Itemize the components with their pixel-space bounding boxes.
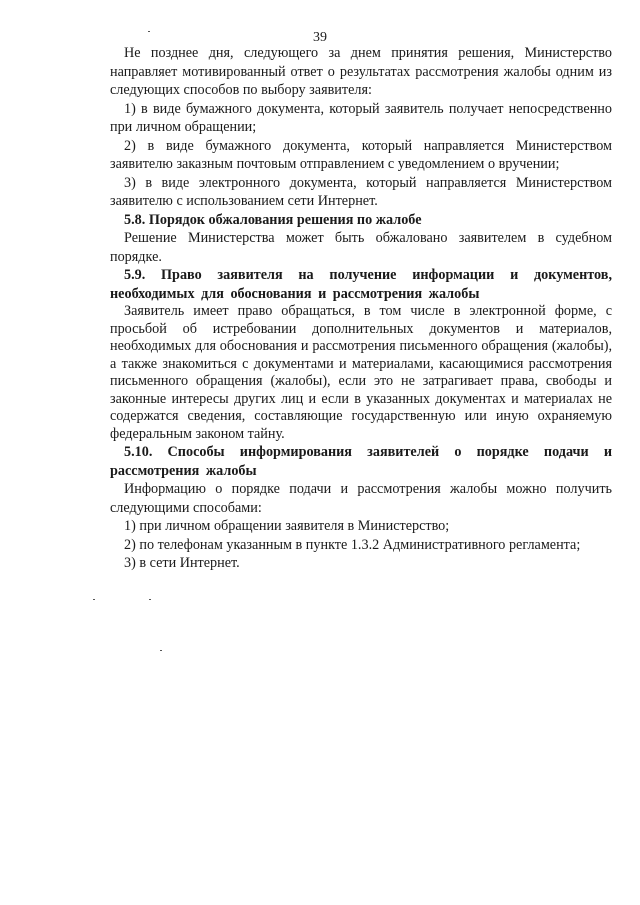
scan-speck — [149, 599, 151, 600]
section-heading-5-9: 5.9. Право заявителя на получение информации и документов, необходимых для обоснования и рассмотрения жалобы — [110, 267, 612, 302]
paragraph-court-appeal: Решение Министерства может быть обжаловано заявителем в судебном порядке. — [110, 230, 612, 265]
section-heading-5-8: 5.8. Порядок обжалования решения по жалобе — [124, 211, 422, 228]
paragraph-right-to-information: Заявитель имеет право обращаться, в том числе в электронной форме, с просьбой об истребовании дополнительных документов и материалов, необходимых для обоснования и рассмотрения письменного обращения (жалобы), а также знакомиться с документами и материалами, касающимися рассмотрения письменного обращения (жалобы), если это не затрагивает права, свободы и законные интересы других лиц и если в указанных документах и материалах не содержатся сведения, составляющие государственную или иную охраняемую федеральным законом тайну. — [110, 303, 612, 442]
paragraph-method-electronic: 3) в виде электронного документа, который направляется Министерством заявителю с использованием сети Интернет. — [110, 174, 612, 209]
paragraph-method-paper-mail: 2) в виде бумажного документа, который направляется Министерством заявителю заказным почтовым отправлением с уведомлением о вручении; — [110, 137, 612, 172]
paragraph-response-methods: Не позднее дня, следующего за днем принятия решения, Министерство направляет мотивированный ответ о результатах рассмотрения жалобы одним из следующих способов по выбору заявителя: — [110, 45, 612, 98]
list-item-internet: 3) в сети Интернет. — [124, 555, 240, 571]
document-body — [110, 44, 612, 573]
scan-speck — [93, 599, 95, 600]
paragraph-method-paper-personal: 1) в виде бумажного документа, который заявитель получает непосредственно при личном обращении; — [110, 100, 612, 135]
scan-speck — [160, 650, 162, 651]
section-heading-5-10: 5.10. Способы информирования заявителей о порядке подачи и рассмотрения жалобы — [110, 444, 612, 479]
page-number: 39 — [313, 30, 327, 45]
list-item-personal-visit: 1) при личном обращении заявителя в Министерство; — [124, 518, 450, 534]
list-item-phone: 2) по телефонам указанным в пункте 1.3.2 Административного регламента; — [124, 536, 581, 553]
scan-speck — [148, 31, 150, 32]
paragraph-information-ways: Информацию о порядке подачи и рассмотрения жалобы можно получить следующими способами: — [110, 481, 612, 516]
